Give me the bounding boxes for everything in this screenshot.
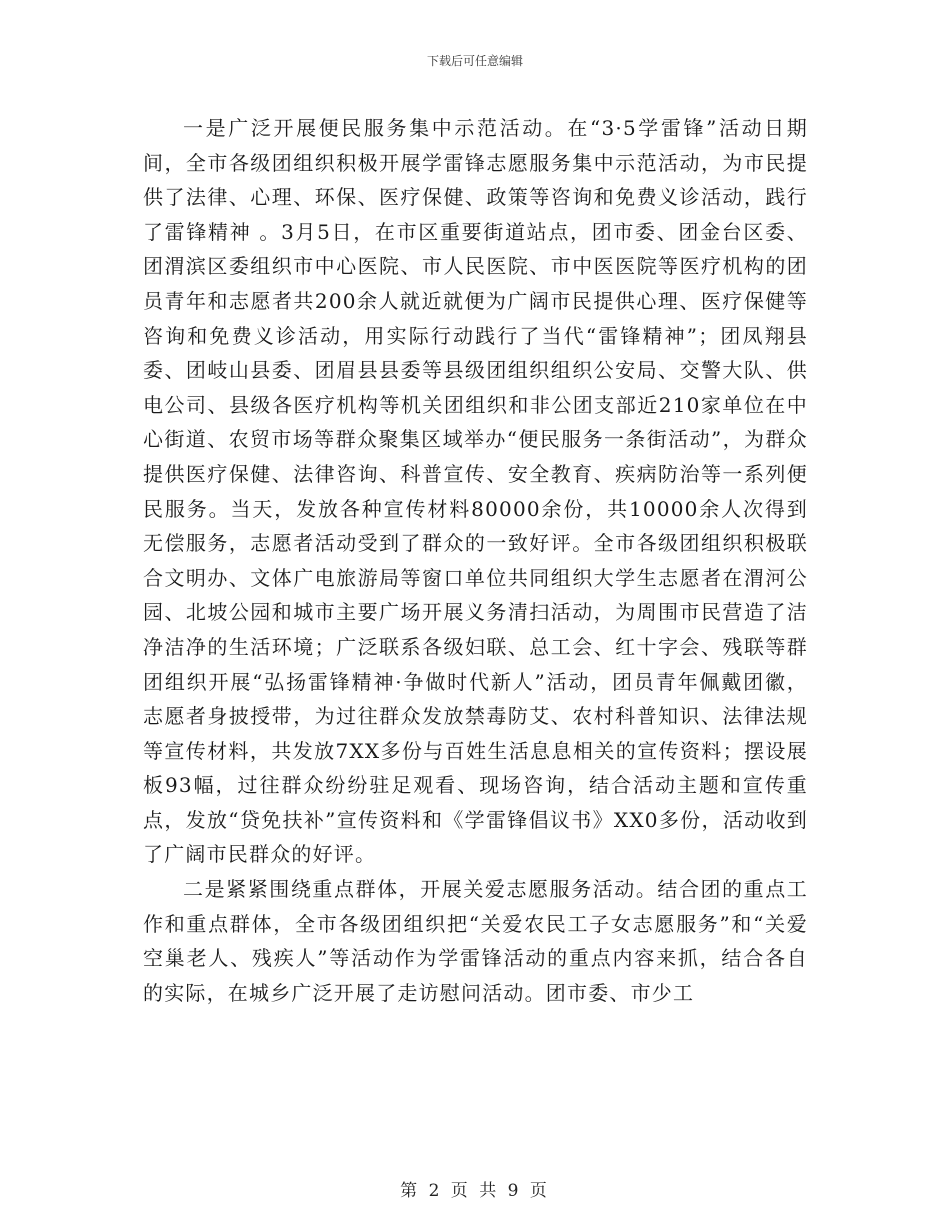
- page-number: 第 2 页 共 9 页: [400, 1181, 550, 1201]
- paragraph-2: 二是紧紧围绕重点群体，开展关爱志愿服务活动。结合团的重点工作和重点群体，全市各级团组织把“关爱农民工子女志愿服务”和“关爱空巢老人、残疾人”等活动作为学雷锋活动的重点内容来抓，结合各自的实际，在城乡广泛开展了走访慰问活动。团市委、市少工: [143, 877, 808, 1005]
- document-body: [143, 111, 808, 1010]
- page-header: 下载后可任意编辑: [426, 54, 523, 68]
- paragraph-1: 一是广泛开展便民服务集中示范活动。在“3·5学雷锋”活动日期间，全市各级团组织积极开展学雷锋志愿服务集中示范活动，为市民提供了法律、心理、环保、医疗保健、政策等咨询和免费义诊活动，践行了雷锋精神 。3月5日，在市区重要街道站点，团市委、团金台区委、团渭滨区委组织市中心医院、市人民医院、市中医医院等医疗机构的团员青年和志愿者共200余人就近就便为广阔市民提供心理、医疗保健等咨询和免费义诊活动，用实际行动践行了当代“雷锋精神”；团凤翔县委、团岐山县委、团眉县县委等县级团组织组织公安局、交警大队、供电公司、县级各医疗机构等机关团组织和非公团支部近210家单位在中心街道、农贸市场等群众聚集区域举办“便民服务一条街活动”，为群众提供医疗保健、法律咨询、科普宣传、安全教育、疾病防治等一系列便民服务。当天，发放各种宣传材料80000余份，共10000余人次得到无偿服务，志愿者活动受到了群众的一致好评。全市各级团组织积极联合文明办、文体广电旅游局等窗口单位共同组织大学生志愿者在渭河公园、北坡公园和城市主要广场开展义务清扫活动，为周围市民营造了洁净洁净的生活环境；广泛联系各级妇联、总工会、红十字会、残联等群团组织开展“弘扬雷锋精神·争做时代新人”活动，团员青年佩戴团徽，志愿者身披授带，为过往群众发放禁毒防艾、农村科普知识、法律法规等宣传材料，共发放7XX多份与百姓生活息息相关的宣传资料；摆设展板93幅，过往群众纷纷驻足观看、现场咨询，结合活动主题和宣传重点，发放“贷免扶补”宣传资料和《学雷锋倡议书》XX0多份，活动收到了广阔市民群众的好评。: [143, 116, 808, 867]
